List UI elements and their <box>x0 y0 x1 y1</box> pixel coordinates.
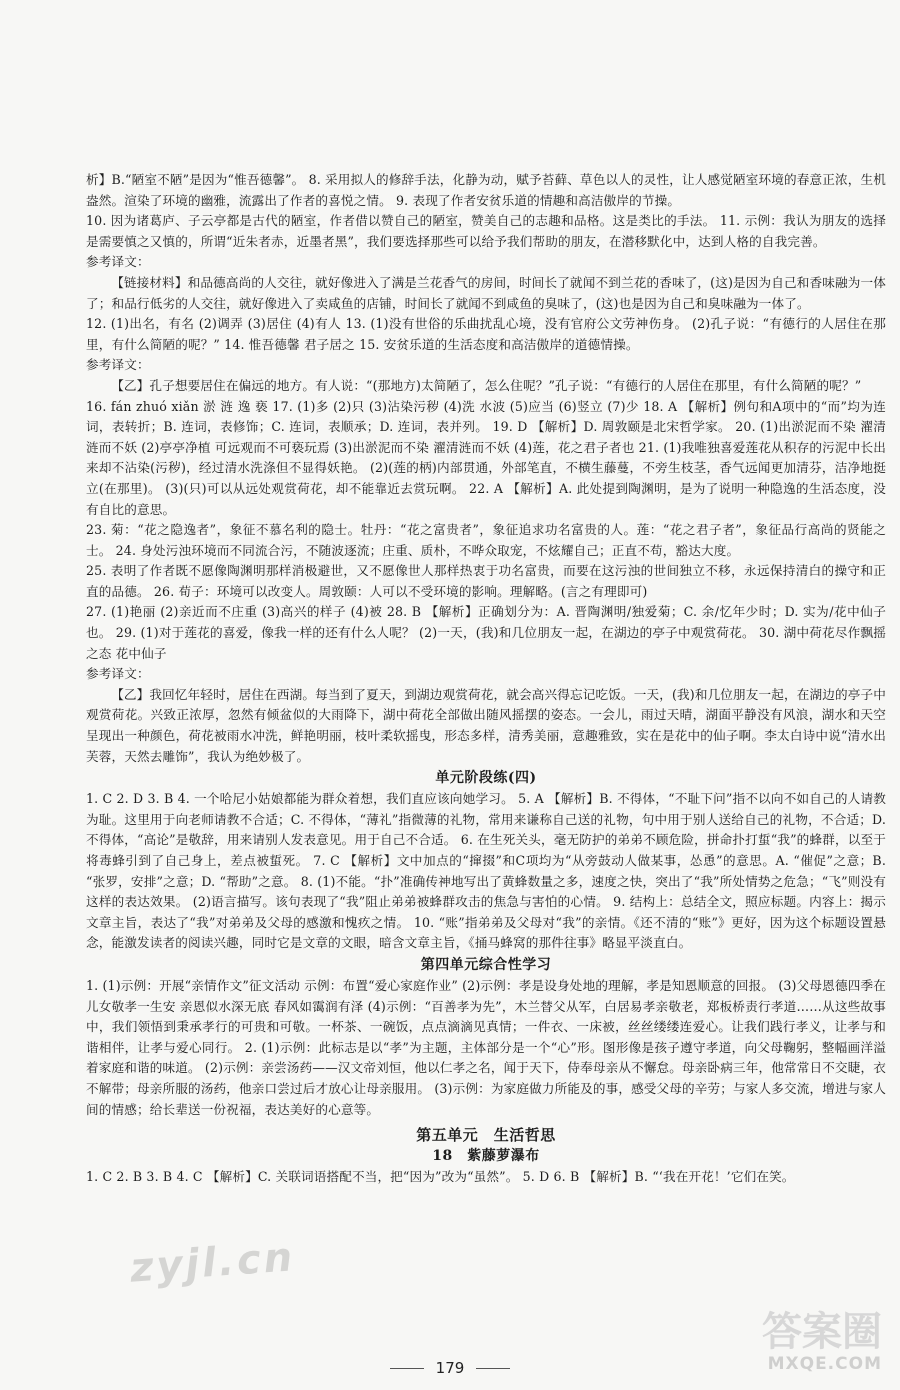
answer-paragraph: 1. (1)示例：开展“亲情作文”征文活动 示例：布置“爱心家庭作业” (2)示例：孝是设身处地的理解，孝是知恩顺意的回报。 (3)父母恩德四季在 儿女敬孝一生安 亲恩似水深无底 春风如霭润有泽 (4)示例：“百善孝为先”，木兰替父从军，白居易孝亲敬老，郑板桥责行孝道……从这些故事中，我们领悟到秉承孝行的可贵和可敬。一杯茶、一碗饭，点点滴滴见真情；一件衣、一床被，丝丝缕缕连爱心。让我们践行孝义，让孝与和谐相伴，让孝与爱心同行。 2. (1)示例：此标志是以“孝”为主题，主体部分是一个“心”形。图形像是孩子遵守孝道，向父母鞠躬，整幅画洋溢着家庭和谐的味道。 (2)示例：亲尝汤药——汉文帝刘恒，他以仁孝之名，闻于天下，侍奉母亲从不懈怠。母亲卧病三年，他常常日不交睫，衣不解带；母亲所服的汤药，他亲口尝过后才放心让母亲服用。 (3)示例：为家庭做力所能及的事，感受父母的辛劳；与家人多交流，增进与家人间的情感；给长辈送一份祝福，表达美好的心意等。 <box>86 977 886 1117</box>
answer-paragraph: 25. 表明了作者既不愿像陶渊明那样消极避世，又不愿像世人那样热衷于功名富贵，而要在这污浊的世间独立不移，永远保持清白的操守和正直的品德。 26. 荀子：环境可以改变人。周敦颐：人可以不受环境的影响。理解略。(言之有理即可) <box>86 563 886 599</box>
answer-page <box>86 170 886 1188</box>
section-heading: 单元阶段练(四) <box>435 770 537 787</box>
answer-paragraph: 23. 菊：“花之隐逸者”，象征不慕名利的隐士。牡丹：“花之富贵者”，象征追求功名富贵的人。莲：“花之君子者”，象征品行高尚的贤能之士。 24. 身处污浊环境而不同流合污，不随波逐流；庄重、质朴，不哗众取宠，不炫耀自己；正直不苟，豁达大度。 <box>86 522 886 558</box>
lesson-heading: 18 紫藤萝瀑布 <box>432 1148 540 1165</box>
answer-paragraph: 16. fán zhuó xiǎn 淤 涟 逸 亵 17. (1)多 (2)只 (3)沾染污秽 (4)洗 水波 (5)应当 (6)竖立 (7)少 18. A 【解析】例句和A项中的“而”均为连词，表转折；B. 连词，表修饰；C. 连词，表顺承；D. 连词，表并列。 19. D 【解析】D. 周敦颐是北宋哲学家。 20. (1)出淤泥而不染 濯清涟而不妖 (2)亭亭净植 可远观而不可亵玩焉 (3)出淤泥而不染 濯清涟而不妖 (4)莲，花之君子者也 21. (1)我唯独喜爱莲花从积存的污泥中长出来却不沾染(污秽)，经过清水洗涤但不显得妖艳。 (2)(莲的柄)内部贯通，外部笔直，不横生藤蔓，不旁生枝茎，香气远闻更加清芬，洁净地挺立(在那里)。 (3)(只)可以从远处观赏荷花，却不能靠近去赏玩啊。 22. A 【解析】A. 此处提到陶渊明，是为了说明一种隐逸的生活态度，没有自比的意思。 <box>86 398 886 517</box>
answer-paragraph: 12. (1)出名，有名 (2)调弄 (3)居住 (4)有人 13. (1)没有世俗的乐曲扰乱心境，没有官府公文劳神伤身。 (2)孔子说：“有德行的人居住在那里，有什么简陋的呢？” 14. 惟吾德馨 君子居之 15. 安贫乐道的生活态度和高洁傲岸的道德情操。 <box>86 316 886 352</box>
watermark-mxqe <box>732 1310 882 1382</box>
answer-paragraph: 10. 因为诸葛庐、子云亭都是古代的陋室，作者借以赞自己的陋室，赞美自己的志趣和品格。这是类比的手法。 11. 示例：我认为朋友的选择是需要慎之又慎的，所谓“近朱者赤，近墨者黑”，我们要选择那些可以给予我们帮助的朋友，在潜移默化中，达到人格的自我完善。 <box>86 213 886 249</box>
translation-paragraph: 【链接材料】和品德高尚的人交往，就好像进入了满是兰花香气的房间，时间长了就闻不到兰花的香味了，(这)是因为自己和香味融为一体了；和品行低劣的人交往，就好像进入了卖咸鱼的店铺，时间长了就闻不到咸鱼的臭味了，(这)也是因为自己和臭味融为一体了。 <box>86 274 886 311</box>
translation-heading: 参考译文： <box>86 357 150 373</box>
watermark-logo: 答案圈 <box>762 1309 882 1355</box>
answer-paragraph: 1. C 2. B 3. B 4. C 【解析】C. 关联词语搭配不当，把“因为”改为“虽然”。 5. D 6. B 【解析】B. “‘我在开花！’它们在笑。 <box>86 1169 795 1185</box>
watermark-zyjl: zyjl.cn <box>128 1234 297 1292</box>
unit-heading: 第五单元 生活哲思 <box>416 1126 556 1145</box>
answer-paragraph: 27. (1)艳丽 (2)亲近而不庄重 (3)高兴的样子 (4)被 28. B 【解析】正确划分为：A. 晋陶渊明/独爱菊；C. 余/忆年少时；D. 实为/花中仙子也。 29. (1)对于莲花的喜爱，像我一样的还有什么人呢？ (2)一天，(我)和几位朋友一起，在湖边的亭子中观赏荷花。 30. 湖中荷花尽作飘摇之态 花中仙子 <box>86 604 886 661</box>
page-number-rule-left <box>390 1368 424 1369</box>
page-number-text: 179 <box>435 1359 465 1377</box>
translation-heading: 参考译文： <box>86 254 150 270</box>
answer-paragraph: 析】B.“陋室不陋”是因为“惟吾德馨”。 8. 采用拟人的修辞手法，化静为动，赋予苔藓、草色以人的灵性，让人感觉陋室环境的春意正浓，生机盎然。渲染了环境的幽雅，流露出了作者的喜悦之情。 9. 表现了作者安贫乐道的情趣和高洁傲岸的节操。 <box>86 172 886 208</box>
page-number-rule-right <box>476 1368 510 1369</box>
answer-paragraph: 1. C 2. D 3. B 4. 一个哈尼小姑娘都能为群众着想，我们直应该向她学习。 5. A 【解析】B. 不得体，“不耻下问”指不以向不如自己的人请教为耻。这里用于向老师请教不合适；C. 不得体，“薄礼”指微薄的礼物，常用来谦称自己送的礼物，句中用于别人送给自己的礼物，不合适；D. 不得体，“高论”是敬辞，用来请别人发表意见。用于自己不合适。 6. 在生死关头，毫无防护的弟弟不顾危险，拼命扑打蜇“我”的蜂群，以至于将毒蜂引到了自己身上，差点被蜇死。 7. C 【解析】文中加点的“撺掇”和C项均为“从旁鼓动人做某事，怂恿”的意思。A. “催促”之意；B. “张罗，安排”之意；D. “帮助”之意。 8. (1)不能。“扑”准确传神地写出了黄蜂数量之多，速度之快，突出了“我”所处情势之危急；“飞”则没有这样的表达效果。 (2)语言描写。该句表现了“我”阻止弟弟被蜂群攻击的焦急与害怕的心情。 9. 结构上：总结全文，照应标题。内容上：揭示文章主旨，表达了“我”对弟弟及父母的感激和愧疚之情。 10. “账”指弟弟及父母对“我”的亲情。《还不清的“账”》更好，因为这个标题设置悬念，能激发读者的阅读兴趣，同时它是文章的文眼，暗含文章主旨，《捅马蜂窝的那件往事》略显平淡直白。 <box>86 791 886 951</box>
translation-paragraph: 【乙】我回忆年轻时，居住在西湖。每当到了夏天，到湖边观赏荷花，就会高兴得忘记吃饭。一天，(我)和几位朋友一起，在湖边的亭子中观赏荷花。兴致正浓厚，忽然有倾盆似的大雨降下，湖中荷花全部做出随风摇摆的姿态。一会儿，雨过天晴，湖面平静没有风浪，湖水和天空呈现出一种颜色，荷花被雨水冲洗，鲜艳明丽，枝叶柔软摇曳，形态多样，清秀美丽，意趣雅致，实在是花中的仙子啊。李太白诗中说“清水出芙蓉，天然去雕饰”，我认为绝妙极了。 <box>86 686 886 764</box>
section-heading: 第四单元综合性学习 <box>420 956 552 973</box>
watermark-url: MXQE.COM <box>767 1354 882 1374</box>
translation-paragraph: 【乙】孔子想要居住在偏远的地方。有人说：“(那地方)太简陋了，怎么住呢？”孔子说：“有德行的人居住在那里，有什么简陋的呢？” <box>111 377 862 393</box>
translation-heading: 参考译文： <box>86 666 150 682</box>
